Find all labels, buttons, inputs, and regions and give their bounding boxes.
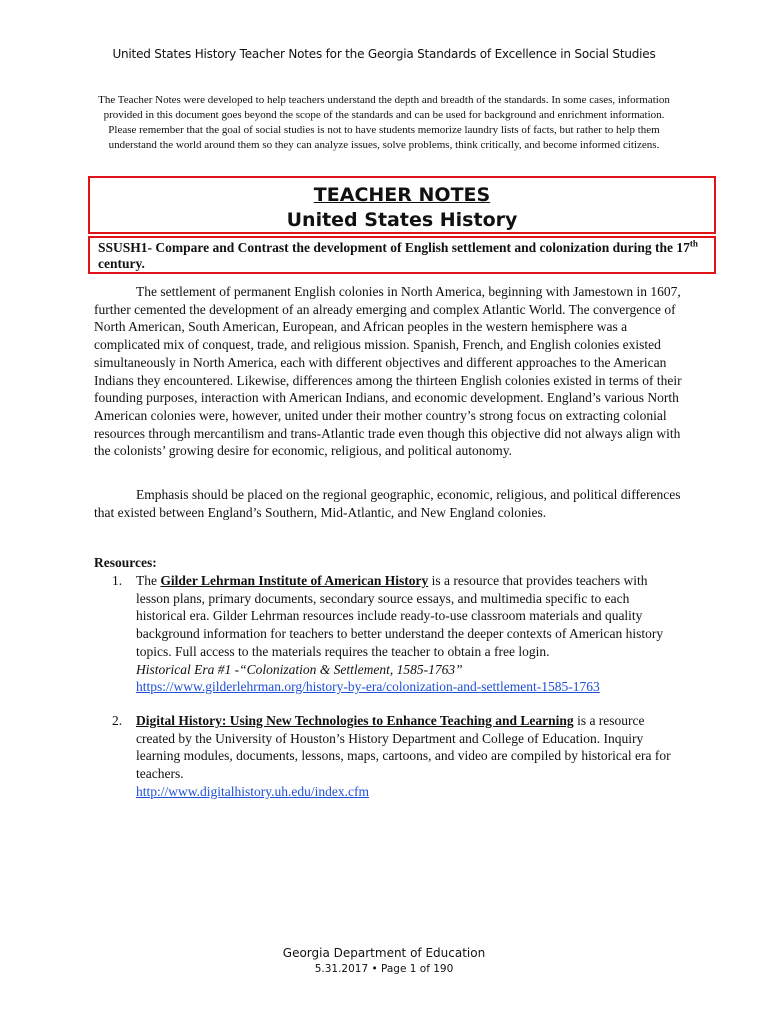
course-subtitle: United States History [286,209,518,231]
standard-superscript: th [689,238,698,249]
digital-history-url[interactable]: http://www.digitalhistory.uh.edu/index.cfm [136,783,369,799]
standard-box [88,236,716,274]
paragraph-text: The settlement of permanent English colonies in North America, beginning with Jamestown in 1607, further cemented the development of an already emerging and complex Atlantic World. The convergence of North American, South American, European, and African peoples in the western hemisphere was a complicated mix of conquest, trade, and religious mission. Spanish, French, and English colonies existed simultaneously in North America, each with different objectives and different approaches to the American Indians they encountered. Likewise, differences among the thirteen English colonies existed in terms of their founding purposes, interaction with American Indians, and economic development. England’s various North American colonies were, however, united under their mother country’s strong focus on extracting colonial resources through mercantilism and trans-Atlantic trade even though this objective did not always align with the colonists’ growing desire for economic, religious, and political autonomy. [94,284,682,459]
standard-text-end: century. [98,256,145,271]
standard-text: SSUSH1- Compare and Contrast the development of English settlement and colonization during the 17 [98,240,690,255]
gilder-lehrman-link[interactable]: Gilder Lehrman Institute of American History [160,573,429,588]
footer-organization: Georgia Department of Education [282,946,486,960]
body-paragraph-1 [94,283,684,460]
gilder-lehrman-url[interactable]: https://www.gilderlehrman.org/history-by-era/colonization-and-settlement-1585-1763 [136,679,600,695]
resource-item-1 [112,572,682,696]
resources-heading: Resources: [94,555,157,570]
resource-description: is a resource created by the University of Houston’s History Department and College of Education. Inquiry learning modules, documents, lessons, maps, cartoons, and video are compiled by historical era for teachers. [136,713,671,782]
teacher-notes-title-box [88,176,716,234]
resource-prefix: The [136,573,161,588]
list-number: 2. [112,713,123,728]
resource-note: Historical Era #1 -“Colonization & Settlement, 1585-1763” [136,661,463,677]
list-number: 1. [112,573,123,588]
intro-paragraph: The Teacher Notes were developed to help teachers understand the depth and breadth of the standards. In some cases, information provided in this document goes beyond the scope of the standards and can be used for background and enrichment information. Please remember that the goal of social studies is not to have students memorize laundry lists of facts, but rather to help them understand the world around them so they can analyze issues, solve problems, think critically, and become informed citizens. [98,94,670,151]
resource-item-2 [112,712,682,801]
teacher-notes-heading: TEACHER NOTES [313,184,491,206]
document-header-title: United States History Teacher Notes for the Georgia Standards of Excellence in Social Studies [112,47,656,61]
digital-history-link[interactable]: Digital History: Using New Technologies to Enhance Teaching and Learning [136,713,574,728]
resource-description: is a resource that provides teachers with lesson plans, primary documents, secondary source essays, and multimedia specific to each historical era. Gilder Lehrman resources include ready-to-use classroom materials and quality background information for teachers to better understand the deeper contexts of American history topics. Full access to the materials requires the teacher to obtain a free login. [136,573,664,659]
body-paragraph-2 [94,486,684,521]
footer-page-info: 5.31.2017 • Page 1 of 190 [314,963,454,975]
paragraph-text: Emphasis should be placed on the regional geographic, economic, religious, and political differences that existed between England’s Southern, Mid-Atlantic, and New England colonies. [94,487,681,520]
